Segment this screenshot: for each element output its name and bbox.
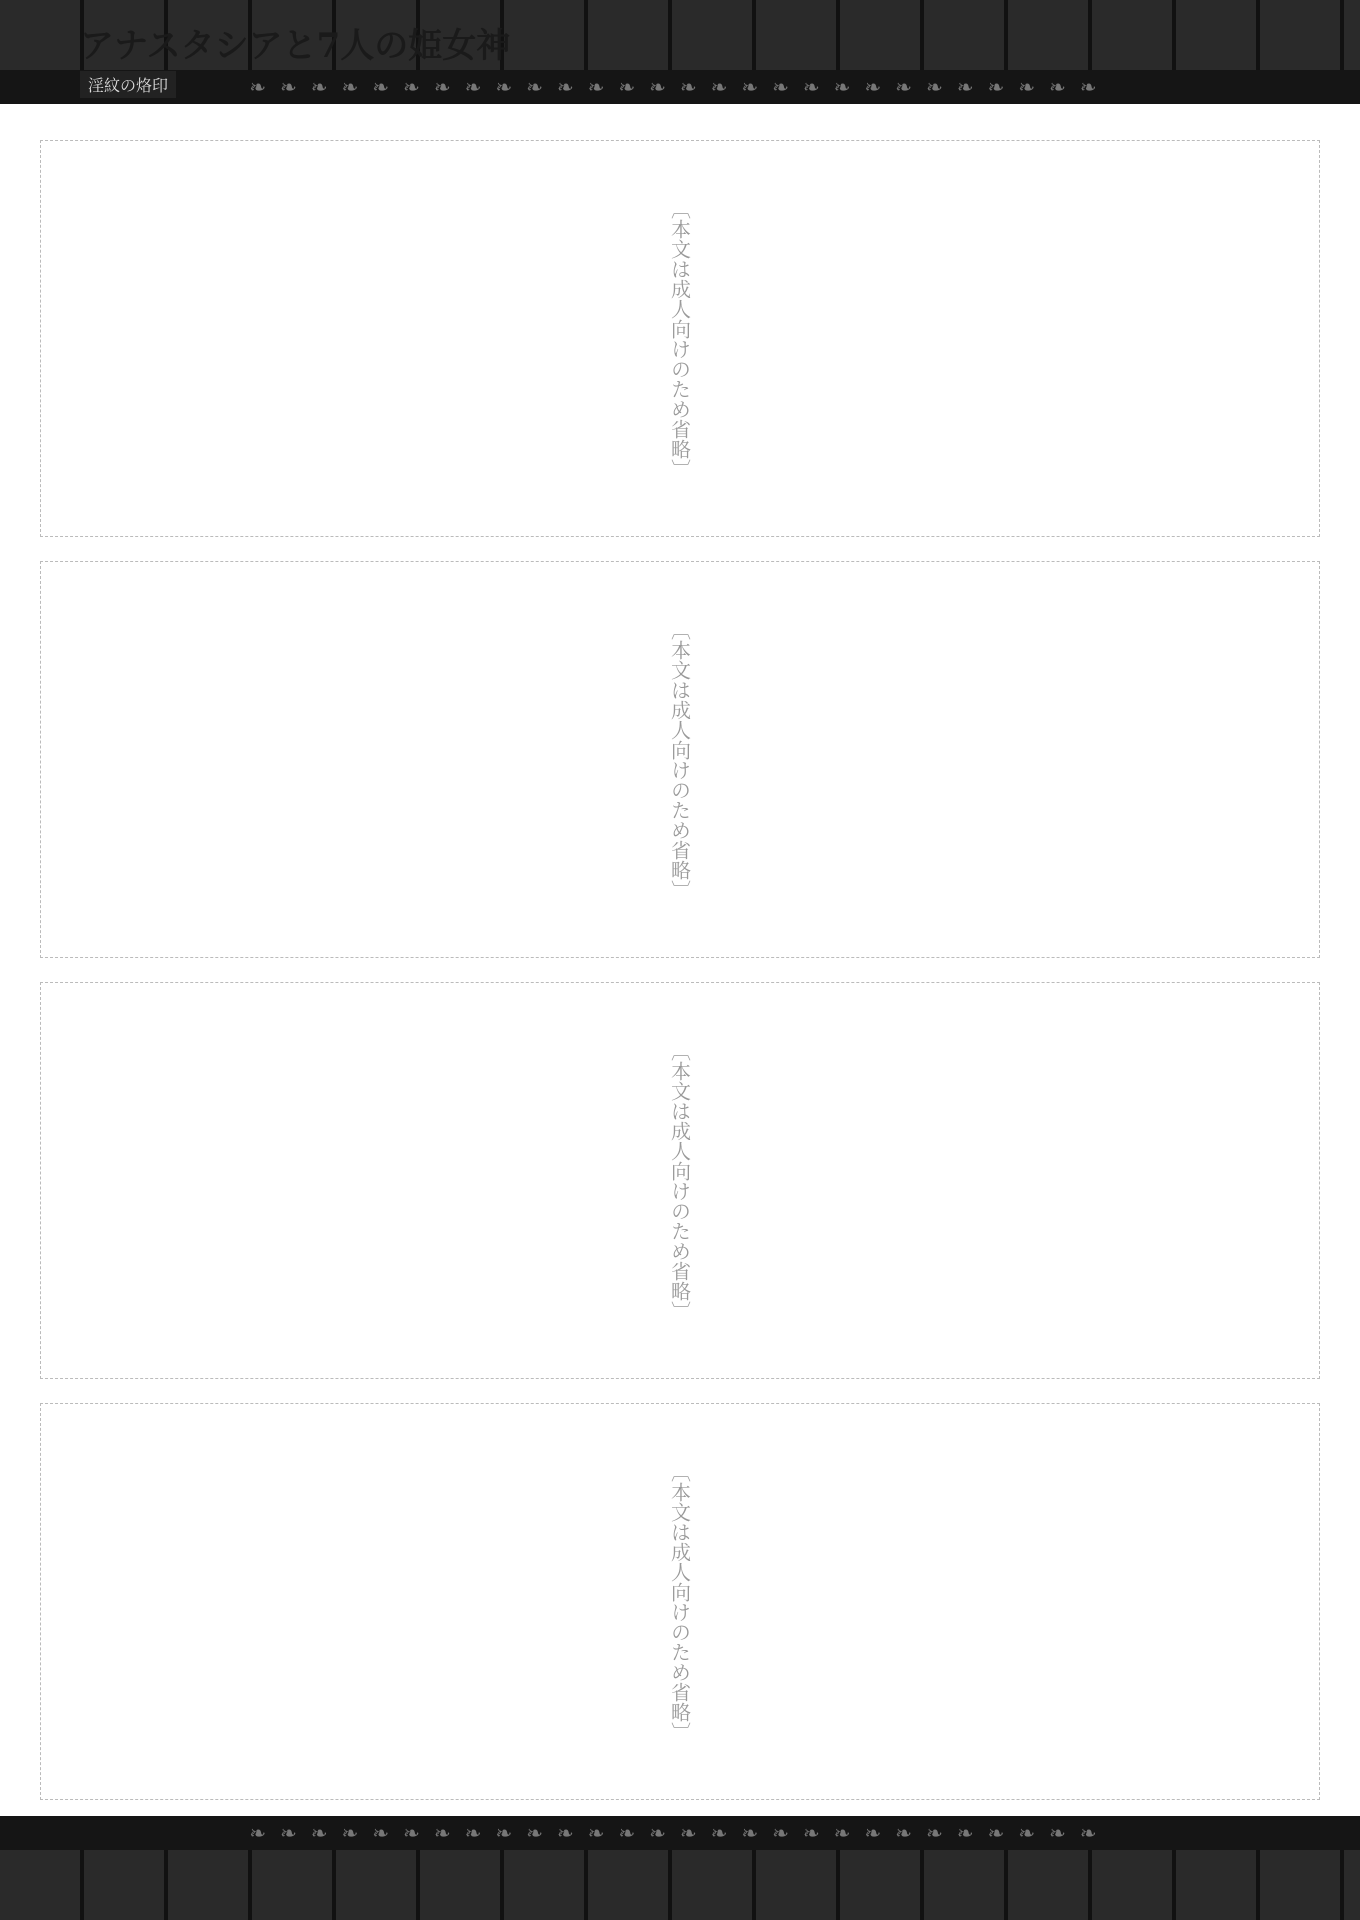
text-block-2: 〔本文は成人向けのため省略〕 <box>40 561 1320 958</box>
bottom-ornament-band: ❧❧❧❧❧❧❧❧❧❧❧❧❧❧❧❧❧❧❧❧❧❧❧❧❧❧❧❧ <box>0 1816 1360 1850</box>
top-ornament-band: ❧❧❧❧❧❧❧❧❧❧❧❧❧❧❧❧❧❧❧❧❧❧❧❧❧❧❧❧ <box>0 70 1360 104</box>
page-subtitle: 淫紋の烙印 <box>80 71 176 98</box>
title-block <box>80 18 510 98</box>
text-block-3: 〔本文は成人向けのため省略〕 <box>40 982 1320 1379</box>
page-title: アナスタシアと7人の姫女神 <box>80 26 511 66</box>
body-columns <box>40 140 1320 1800</box>
text-block-1: 〔本文は成人向けのため省略〕 <box>40 140 1320 537</box>
bottom-brick-border <box>0 1850 1360 1920</box>
text-block-4: 〔本文は成人向けのため省略〕 <box>40 1403 1320 1800</box>
